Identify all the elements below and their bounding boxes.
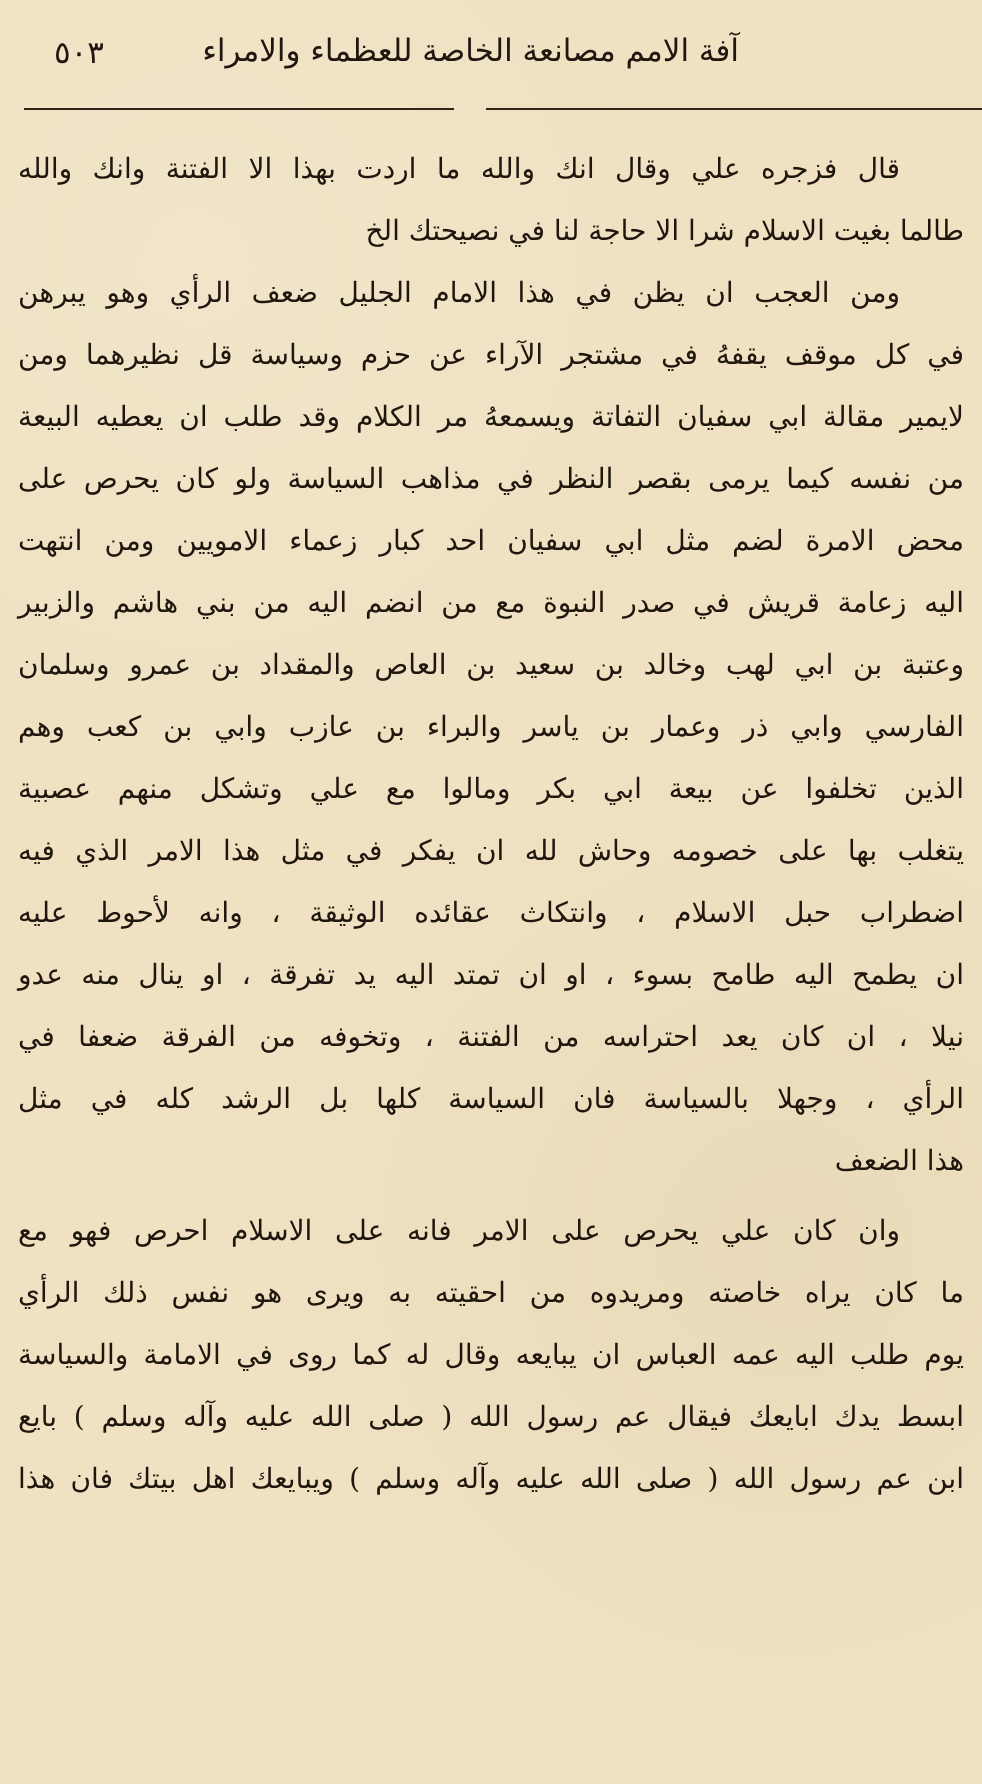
page-number: ٥٠٣ xyxy=(54,35,104,71)
text-line-13: اضطراب حبل الاسلام ، وانتكاث عقائده الوثيقة ، وانه لأحوط عليه xyxy=(18,896,964,929)
page-body xyxy=(18,138,964,1510)
text-line-5: لايمير مقالة ابي سفيان التفاتة ويسمعهُ مر الكلام وقد طلب ان يعطيه البيعة xyxy=(18,400,964,433)
text-line-20: يوم طلب اليه عمه العباس ان يبايعه وقال له كما روى في الامامة والسياسة xyxy=(18,1338,964,1371)
text-line-4: في كل موقف يقفهُ في مشتجر الآراء عن حزم وسياسة قل نظيرهما ومن xyxy=(18,338,964,371)
text-line-17: هذا الضعف xyxy=(834,1144,964,1177)
text-line-9: وعتبة بن ابي لهب وخالد بن سعيد بن العاص والمقداد بن عمرو وسلمان xyxy=(18,648,964,681)
text-line-19: ما كان يراه خاصته ومريدوه من احقيته به ويرى هو نفس ذلك الرأي xyxy=(18,1276,964,1309)
text-line-12: يتغلب بها على خصومه وحاش لله ان يفكر في مثل هذا الامر الذي فيه xyxy=(18,834,964,867)
text-line-8: اليه زعامة قريش في صدر النبوة مع من انضم اليه من بني هاشم والزبير xyxy=(18,586,964,619)
text-line-14: ان يطمح اليه طامح بسوء ، او ان تمتد اليه يد تفرقة ، او ينال منه عدو xyxy=(18,958,964,991)
text-line-22: ابن عم رسول الله ( صلى الله عليه وآله وسلم ) ويبايعك اهل بيتك فان هذا xyxy=(18,1462,964,1495)
text-line-16: الرأي ، وجهلا بالسياسة فان السياسة كلها بل الرشد كله في مثل xyxy=(18,1082,964,1115)
header-rule-left xyxy=(24,108,454,110)
text-line-2: طالما بغيت الاسلام شرا الا حاجة لنا في نصيحتك الخ xyxy=(365,214,964,247)
running-title: آفة الامم مصانعة الخاصة للعظماء والامراء xyxy=(202,33,739,69)
text-line-11: الذين تخلفوا عن بيعة ابي بكر ومالوا مع علي وتشكل منهم عصبية xyxy=(18,772,964,805)
text-line-1: قال فزجره علي وقال انك والله ما اردت بهذا الا الفتنة وانك والله xyxy=(18,152,900,185)
header-rule-right xyxy=(486,108,982,110)
text-line-15: نيلا ، ان كان يعد احتراسه من الفتنة ، وتخوفه من الفرقة ضعفا في xyxy=(18,1020,964,1053)
text-line-3: ومن العجب ان يظن في هذا الامام الجليل ضعف الرأي وهو يبرهن xyxy=(18,276,900,309)
text-line-18: وان كان علي يحرص على الامر فانه على الاسلام احرص فهو مع xyxy=(18,1214,900,1247)
text-line-7: محض الامرة لضم مثل ابي سفيان احد كبار زعماء الامويين ومن انتهت xyxy=(18,524,964,557)
text-line-10: الفارسي وابي ذر وعمار بن ياسر والبراء بن عازب وابي بن كعب وهم xyxy=(18,710,964,743)
text-line-21: ابسط يدك ابايعك فيقال عم رسول الله ( صلى الله عليه وآله وسلم ) بايع xyxy=(18,1400,964,1433)
page-header xyxy=(18,28,964,90)
text-line-6: من نفسه كيما يرمى بقصر النظر في مذاهب السياسة ولو كان يحرص على xyxy=(18,462,964,495)
